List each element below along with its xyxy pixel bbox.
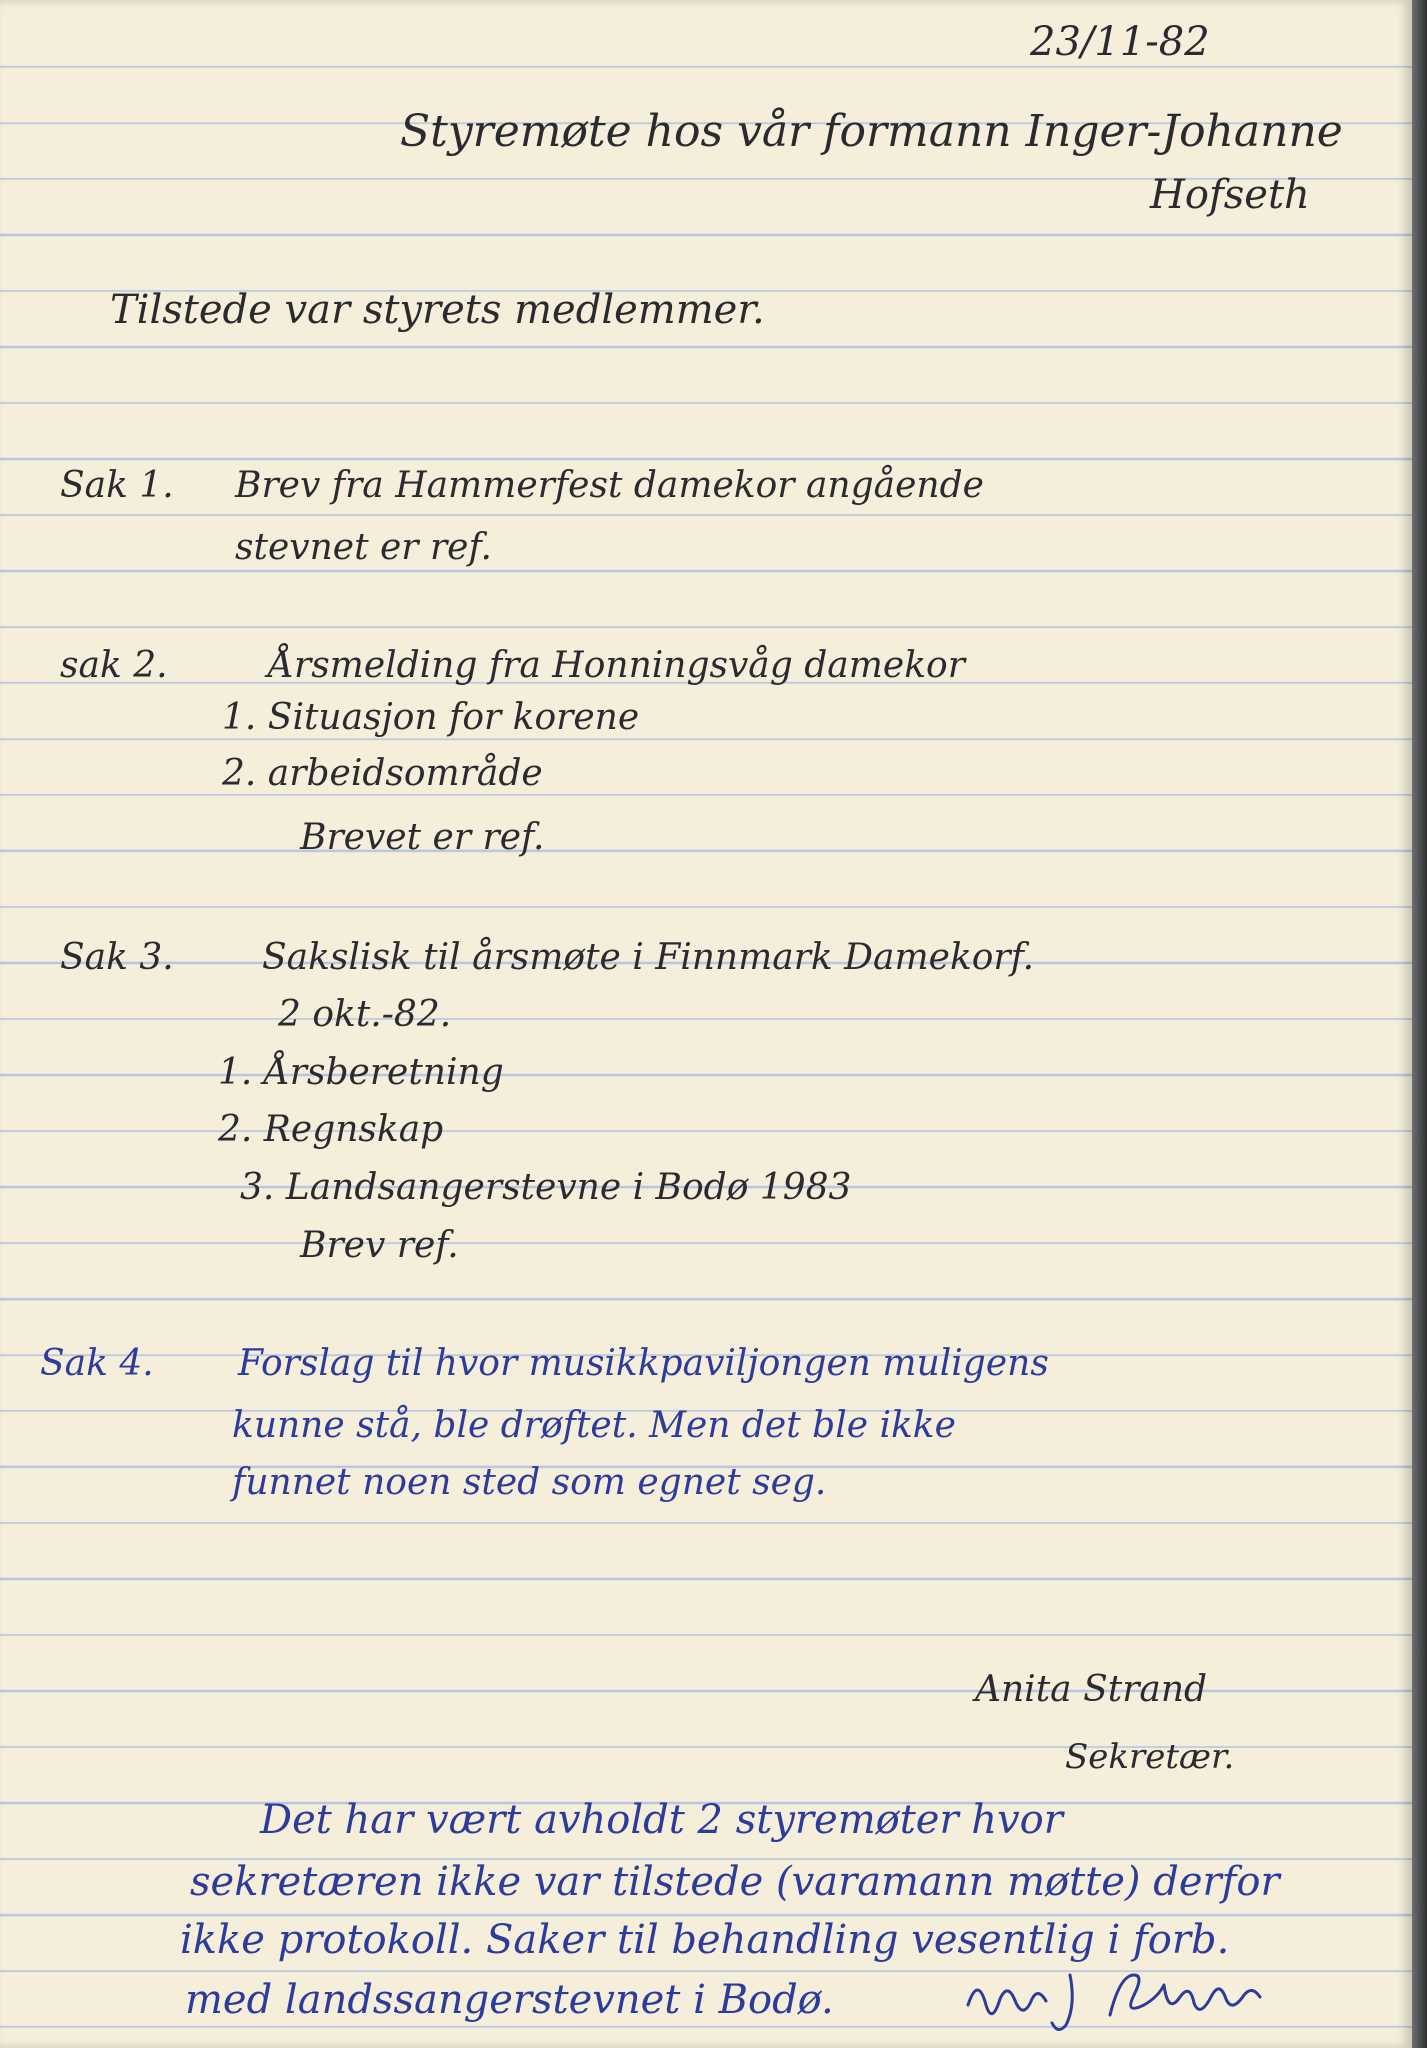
notebook-binding xyxy=(1412,0,1427,2048)
sak3-text-line2: 2 okt.-82. xyxy=(278,994,452,1035)
sak4-label: Sak 4. xyxy=(40,1343,154,1384)
sak2-note: Brevet er ref. xyxy=(300,817,545,858)
sak2-list-item: 1. Situasjon for korene xyxy=(222,697,640,738)
sak1-text-line1: Brev fra Hammerfest damekor angående xyxy=(235,465,984,506)
footnote-line2: sekretæren ikke var tilstede (varamann møtte) derfor xyxy=(190,1859,1280,1905)
sak3-label: Sak 3. xyxy=(60,937,174,978)
footnote-line3: ikke protokoll. Saker til behandling vesentlig i forb. xyxy=(180,1917,1230,1963)
attendees-line: Tilstede var styrets medlemmer. xyxy=(110,287,765,333)
secretary-name: Anita Strand xyxy=(975,1669,1208,1710)
sak1-text-line2: stevnet er ref. xyxy=(235,527,492,568)
sak4-text-line2: kunne stå, ble drøftet. Men det ble ikke xyxy=(232,1405,956,1446)
sak3-list-item: 3. Landsangerstevne i Bodø 1983 xyxy=(240,1167,852,1208)
sak3-note: Brev ref. xyxy=(300,1225,459,1266)
sak3-text-line1: Sakslisk til årsmøte i Finnmark Damekorf. xyxy=(262,937,1035,978)
footnote-line1: Det har vært avholdt 2 styremøter hvor xyxy=(260,1797,1063,1843)
footnote-line4: med landssangerstevnet i Bodø. xyxy=(185,1977,834,2023)
sak2-list-item: 2. arbeidsområde xyxy=(222,753,543,794)
sak3-list-item: 1. Årsberetning xyxy=(218,1052,504,1093)
sak2-label: sak 2. xyxy=(60,645,168,686)
secretary-role: Sekretær. xyxy=(1065,1737,1235,1777)
sak2-text-line1: Årsmelding fra Honningsvåg damekor xyxy=(268,645,965,686)
meeting-title-surname: Hofseth xyxy=(1150,172,1310,218)
date: 23/11-82 xyxy=(1030,19,1210,65)
sak3-list-item: 2. Regnskap xyxy=(218,1109,444,1150)
meeting-title: Styremøte hos vår formann Inger-Johanne xyxy=(400,106,1343,157)
sak1-label: Sak 1. xyxy=(60,465,174,506)
sak4-text-line3: funnet noen sted som egnet seg. xyxy=(232,1462,827,1503)
sak4-text-line1: Forslag til hvor musikkpaviljongen muligens xyxy=(238,1343,1049,1384)
handwritten-signature xyxy=(960,1965,1300,2035)
